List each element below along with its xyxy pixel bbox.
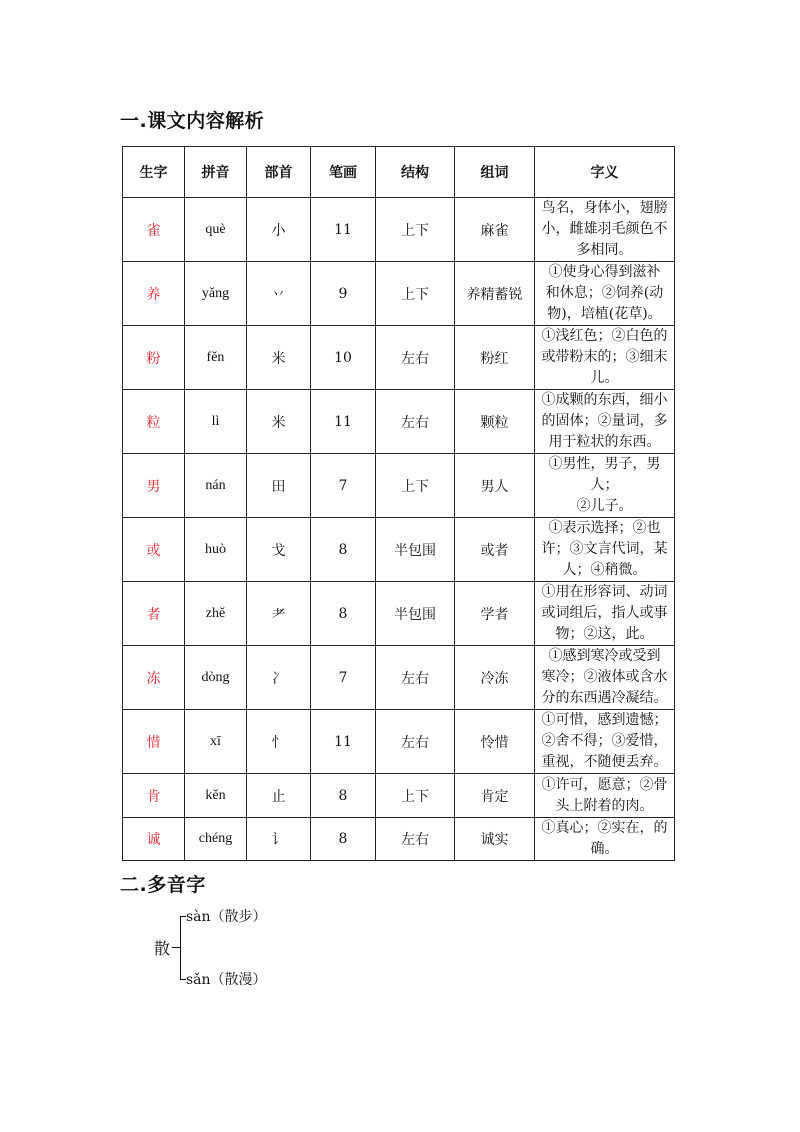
meaning-cell	[535, 774, 675, 818]
words-cell: 麻雀	[455, 198, 535, 262]
meaning-line: ②儿子。	[576, 498, 633, 514]
words-cell: 养精蓄锐	[455, 262, 535, 326]
polyphone-reading: sǎn（散漫）	[186, 972, 267, 988]
meaning-line: 用于粒状的东西。	[548, 434, 661, 450]
meaning-cell	[535, 326, 675, 390]
char-cell: 雀	[123, 198, 185, 262]
header-cell: 笔画	[311, 147, 376, 198]
section-title-1: 一.课文内容解析	[120, 110, 265, 132]
strokes-cell: 7	[311, 646, 376, 710]
meaning-line: ①成颗的东西，细小	[541, 392, 668, 408]
structure-cell: 上下	[376, 454, 455, 518]
strokes-cell: 11	[311, 198, 376, 262]
strokes-cell: 11	[311, 390, 376, 454]
meaning-line: 物；②这，此。	[555, 626, 654, 642]
table-row	[123, 390, 675, 454]
meaning-cell	[535, 262, 675, 326]
table-row	[123, 582, 675, 646]
pinyin-cell: chéng	[185, 818, 247, 861]
meaning-line: 寒冷；②液体或含水	[541, 669, 668, 685]
words-cell: 或者	[455, 518, 535, 582]
radical-cell: 忄	[247, 710, 311, 774]
structure-cell: 左右	[376, 326, 455, 390]
words-cell: 诚实	[455, 818, 535, 861]
meaning-line: 儿。	[590, 370, 619, 386]
strokes-cell: 9	[311, 262, 376, 326]
meaning-line: ②舍不得；③爱惜，	[541, 733, 668, 749]
meaning-cell	[535, 198, 675, 262]
meaning-line: 确。	[590, 841, 619, 857]
radical-cell: 田	[247, 454, 311, 518]
header-cell: 组词	[455, 147, 535, 198]
strokes-cell: 10	[311, 326, 376, 390]
radical-cell: 米	[247, 390, 311, 454]
meaning-line: 重视，不随便丢弃。	[541, 754, 668, 770]
pinyin-cell: fěn	[185, 326, 247, 390]
strokes-cell: 7	[311, 454, 376, 518]
meaning-line: 和休息；②饲养(动	[545, 285, 664, 301]
meaning-line: 小，雌雄羽毛颜色不	[541, 221, 668, 237]
header-cell: 部首	[247, 147, 311, 198]
radical-cell: 止	[247, 774, 311, 818]
strokes-cell: 8	[311, 774, 376, 818]
meaning-line: 分的东西遇冷凝结。	[541, 690, 668, 706]
table-header-row	[123, 147, 675, 198]
meaning-cell	[535, 646, 675, 710]
radical-cell: 耂	[247, 582, 311, 646]
words-cell: 学者	[455, 582, 535, 646]
structure-cell: 上下	[376, 262, 455, 326]
radical-cell: 小	[247, 198, 311, 262]
meaning-line: 物)，培植(花草)。	[547, 306, 662, 322]
char-cell: 男	[123, 454, 185, 518]
strokes-cell: 8	[311, 818, 376, 861]
meaning-line: 或带粉末的；③细末	[541, 349, 668, 365]
char-cell: 粒	[123, 390, 185, 454]
meaning-line: ①表示选择；②也	[548, 520, 661, 536]
meaning-line: ①可惜，感到遗憾；	[541, 712, 668, 728]
meaning-cell	[535, 390, 675, 454]
radical-cell: 米	[247, 326, 311, 390]
radical-cell: 戈	[247, 518, 311, 582]
structure-cell: 左右	[376, 818, 455, 861]
strokes-cell: 11	[311, 710, 376, 774]
structure-cell: 半包围	[376, 518, 455, 582]
header-cell: 生字	[123, 147, 185, 198]
pinyin-cell: huò	[185, 518, 247, 582]
char-cell: 者	[123, 582, 185, 646]
pinyin-cell: xī	[185, 710, 247, 774]
char-cell: 肯	[123, 774, 185, 818]
header-cell: 拼音	[185, 147, 247, 198]
structure-cell: 左右	[376, 646, 455, 710]
char-cell: 诚	[123, 818, 185, 861]
tree-branch-vertical	[180, 916, 181, 980]
meaning-cell	[535, 582, 675, 646]
meaning-line: 或词组后，指人或事	[541, 605, 668, 621]
radical-cell: 讠	[247, 818, 311, 861]
tree-branch-stem	[172, 947, 180, 948]
meaning-cell	[535, 518, 675, 582]
meaning-line: ①用在形容词、动词	[541, 584, 668, 600]
header-cell: 结构	[376, 147, 455, 198]
table-row	[123, 262, 675, 326]
polyphone-tree	[150, 902, 350, 997]
pinyin-cell: lì	[185, 390, 247, 454]
table-row	[123, 646, 675, 710]
char-cell: 惜	[123, 710, 185, 774]
table-row	[123, 710, 675, 774]
meaning-line: ①男性，男子，男人；	[548, 456, 661, 493]
pinyin-cell: dòng	[185, 646, 247, 710]
table-row	[123, 518, 675, 582]
table-row	[123, 818, 675, 861]
strokes-cell: 8	[311, 582, 376, 646]
pinyin-cell: què	[185, 198, 247, 262]
radical-cell: 冫	[247, 646, 311, 710]
polyphone-reading: sàn（散步）	[186, 909, 267, 925]
table-row	[123, 326, 675, 390]
structure-cell: 左右	[376, 390, 455, 454]
words-cell: 怜惜	[455, 710, 535, 774]
char-cell: 粉	[123, 326, 185, 390]
char-cell: 冻	[123, 646, 185, 710]
meaning-cell	[535, 454, 675, 518]
section-title-2: 二.多音字	[120, 874, 206, 896]
table-row	[123, 774, 675, 818]
structure-cell: 左右	[376, 710, 455, 774]
meaning-line: ①使身心得到滋补	[548, 264, 661, 280]
meaning-line: ①真心；②实在，的	[541, 820, 668, 836]
meaning-line: 鸟名，身体小，翅膀	[541, 200, 668, 216]
char-cell: 或	[123, 518, 185, 582]
vocab-table	[122, 146, 675, 861]
meaning-cell	[535, 710, 675, 774]
radical-cell: 丷	[247, 262, 311, 326]
words-cell: 冷冻	[455, 646, 535, 710]
meaning-line: 的固体；②量词，多	[541, 413, 668, 429]
pinyin-cell: kěn	[185, 774, 247, 818]
table-row	[123, 198, 675, 262]
structure-cell: 上下	[376, 774, 455, 818]
words-cell: 粉红	[455, 326, 535, 390]
meaning-line: 人；④稍微。	[562, 562, 647, 578]
strokes-cell: 8	[311, 518, 376, 582]
structure-cell: 半包围	[376, 582, 455, 646]
words-cell: 男人	[455, 454, 535, 518]
pinyin-cell: zhě	[185, 582, 247, 646]
meaning-line: ①许可，愿意；②骨	[541, 776, 668, 793]
meaning-line: ①浅红色；②白色的	[541, 328, 668, 344]
words-cell: 颗粒	[455, 390, 535, 454]
polyphone-root-char: 散	[154, 939, 171, 958]
meaning-line: ①感到寒冷或受到	[548, 648, 661, 664]
meaning-line: 许；③文言代词，某	[541, 541, 668, 557]
meaning-line: 多相同。	[576, 242, 633, 258]
structure-cell: 上下	[376, 198, 455, 262]
table-row	[123, 454, 675, 518]
words-cell: 肯定	[455, 774, 535, 818]
pinyin-cell: nán	[185, 454, 247, 518]
pinyin-cell: yǎng	[185, 262, 247, 326]
header-cell: 字义	[535, 147, 675, 198]
char-cell: 养	[123, 262, 185, 326]
meaning-cell	[535, 818, 675, 861]
meaning-line: 头上附着的肉。	[555, 797, 654, 814]
